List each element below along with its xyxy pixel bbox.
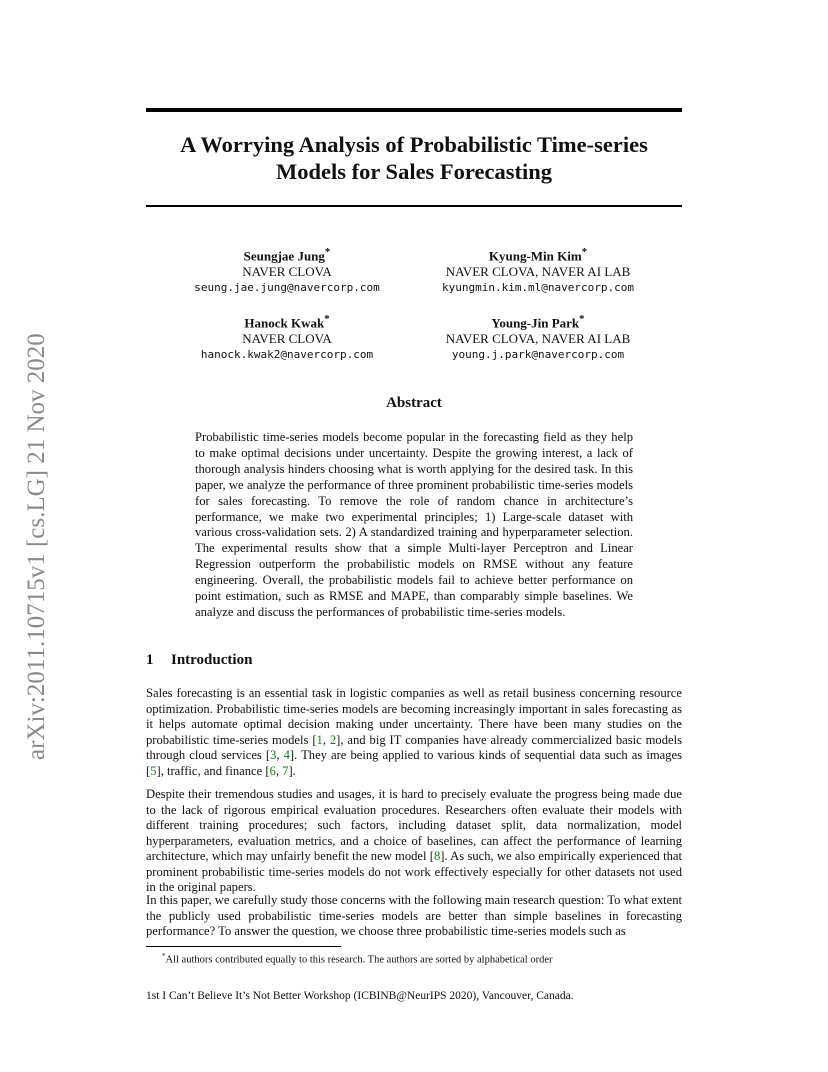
arxiv-identifier: arXiv:2011.10715v1 [cs.LG] 21 Nov 2020	[23, 333, 50, 760]
intro-paragraph-3: In this paper, we carefully study those concerns with the following main research question: To what extent the publicly used probabilistic time-series models are better than simple baselines in forecasting performance? To answer the question, we choose three probabilistic time-series models such as	[146, 893, 682, 938]
author-name: Young-Jin Park*	[491, 313, 585, 331]
title-bottom-rule	[146, 205, 682, 207]
author-email[interactable]: young.j.park@navercorp.com	[451, 348, 625, 362]
author-affiliation: NAVER CLOVA	[242, 264, 332, 280]
citation-link[interactable]: 8	[433, 849, 441, 863]
paper-title	[146, 131, 682, 185]
abstract-heading: Abstract	[386, 395, 442, 411]
author-block-3	[162, 311, 412, 363]
title-line-1: A Worrying Analysis of Probabilistic Time-series	[180, 132, 648, 157]
footnote-mark: *	[162, 952, 166, 960]
venue-line: 1st I Can’t Believe It’s Not Better Workshop (ICBINB@NeurIPS 2020), Vancouver, Canada.	[146, 990, 574, 1002]
author-affiliation: NAVER CLOVA	[242, 331, 332, 347]
section-title: Introduction	[171, 652, 253, 668]
author-name: Seungjae Jung*	[243, 246, 331, 264]
title-line-2: Models for Sales Forecasting	[275, 159, 552, 184]
intro-paragraph-1: Sales forecasting is an essential task in logistic companies as well as retail business concerning resource optimization. Probabilistic time-series models are becoming increasingly important in sales forecasting as it helps automate optimal decision making under uncertainty. There have been many studies on the probabilistic time-series models [1, 2], and big IT companies have already commercialized basic models through cloud services [3, 4]. They are being applied to various kinds of sequential data such as images [5], traffic, and finance [6, 7].	[146, 686, 683, 778]
citation-link[interactable]: 7	[282, 763, 289, 778]
intro-paragraph-2: Despite their tremendous studies and usages, it is hard to precisely evaluate the progress being made due to the lack of rigorous empirical evaluation procedures. Researchers often evaluate their models with different training procedures; such factors, including dataset split, data normalization, model hyperparameters, evaluation metrics, and a choice of baselines, can affect the performance of learning architecture, which may unfairly benefit the new model [8]. As such, we also empirically experienced that prominent probabilistic time-series models do not work effectively especially for other datasets not used in the original papers.	[146, 787, 683, 894]
author-name: Hanock Kwak*	[244, 313, 330, 331]
citation-link[interactable]: 6	[269, 763, 276, 778]
author-affiliation: NAVER CLOVA, NAVER AI LAB	[445, 331, 631, 347]
citation-link[interactable]: 2	[329, 732, 337, 747]
citation-link[interactable]: 3	[270, 748, 277, 762]
author-block-2	[413, 244, 663, 296]
author-affiliation: NAVER CLOVA, NAVER AI LAB	[445, 264, 631, 280]
citation-link[interactable]: 5	[150, 763, 157, 778]
citation-link[interactable]: 1	[316, 732, 323, 747]
title-top-rule	[146, 108, 682, 112]
section-heading-introduction	[146, 652, 252, 669]
abstract-text: Probabilistic time-series models become popular in the forecasting field as they help to make optimal decisions under uncertainty. Despite the growing interest, a lack of thorough analysis hinders choosing what is worth applying for the desired task. In this paper, we analyze the performance of three prominent probabilistic time-series models for sales forecasting. To remove the role of random chance in architecture’s performance, we make two experimental principles; 1) Large-scale dataset with various cross-validation sets. 2) A standardized training and hyperparameter selection. The experimental results show that a simple Multi-layer Perceptron and Linear Regression outperform the probabilistic models on RMSE without any feature engineering. Overall, the probabilistic models fail to achieve better performance on point estimation, such as RMSE and MAPE, than comparably simple baselines. We analyze and discuss the performances of probabilistic time-series models.	[195, 430, 633, 619]
citation-link[interactable]: 4	[283, 748, 290, 762]
author-block-1	[162, 244, 412, 296]
author-block-4	[413, 311, 663, 363]
footnote: *All authors contributed equally to this research. The authors are sorted by alphabetical order	[162, 952, 553, 966]
author-name: Kyung-Min Kim*	[488, 246, 588, 264]
author-email[interactable]: seung.jae.jung@navercorp.com	[194, 281, 380, 295]
section-number: 1	[146, 652, 154, 668]
author-email[interactable]: kyungmin.kim.ml@navercorp.com	[441, 281, 635, 295]
footnote-rule	[146, 946, 341, 947]
author-email[interactable]: hanock.kwak2@navercorp.com	[200, 348, 374, 362]
